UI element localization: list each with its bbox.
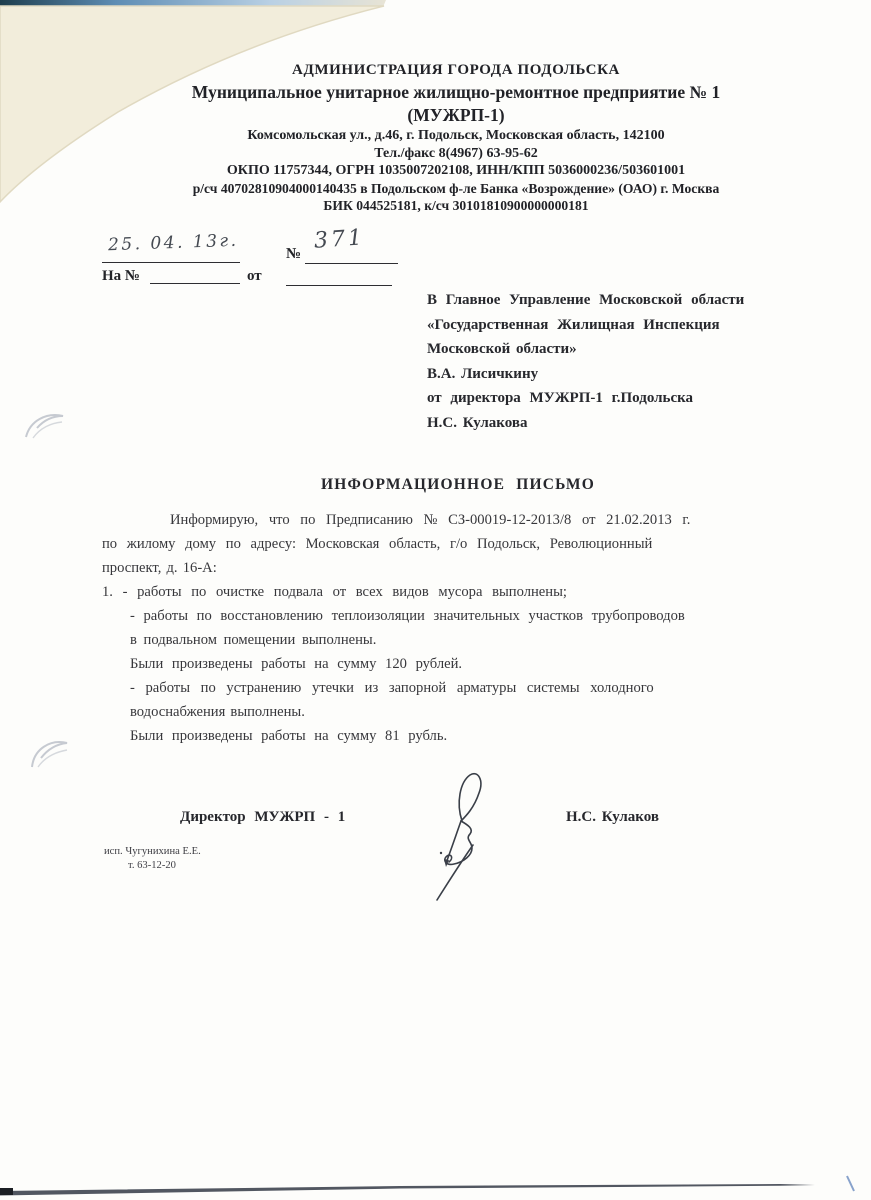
- letterhead-address: Комсомольская ул., д.46, г. Подольск, Московская область, 142100: [247, 128, 665, 143]
- body-line: Были произведены работы на сумму 81 рубль.: [130, 728, 448, 744]
- recipient-line: от директора МУЖРП-1 г.Подольска: [427, 390, 694, 407]
- letterhead-codes: ОКПО 11757344, ОГРН 1035007202108, ИНН/КПП 5036000236/503601001: [226, 163, 686, 179]
- recipient-line: Н.С. Кулакова: [427, 414, 528, 431]
- reference-block: [100, 225, 420, 300]
- recipient-line: В Главное Управление Московской области: [427, 292, 745, 308]
- scan-swirl-mark-lower: [24, 733, 84, 783]
- recipient-line: В.А. Лисичкину: [427, 365, 539, 382]
- number-underline: [305, 263, 398, 264]
- ot-date-underline: [286, 285, 392, 286]
- recipient-block: [427, 288, 819, 436]
- scan-edge-artifact-bottom: [0, 1160, 871, 1200]
- scan-swirl-mark-upper: [18, 405, 78, 455]
- body-line: 1. - работы по очистке подвала от всех видов мусора выполнены;: [102, 584, 567, 600]
- letterhead-bik: БИК 044525181, к/сч 30101810900000000181: [323, 198, 589, 214]
- executor-note: [104, 845, 201, 873]
- body-line: Были произведены работы на сумму 120 рублей.: [130, 656, 463, 672]
- signature-pen-tip: [444, 859, 449, 867]
- body-line: проспект, д. 16-А:: [102, 560, 217, 576]
- letterhead-abbreviation: (МУЖРП-1): [407, 105, 505, 125]
- handwritten-date: 25. 04. 13г.: [107, 230, 239, 256]
- document-title: ИНФОРМАЦИОННОЕ ПИСЬМО: [320, 476, 596, 493]
- na-number-label: На №: [102, 268, 140, 284]
- body-line: по жилому дому по адресу: Московская область, г/о Подольск, Революционный: [102, 536, 653, 552]
- body-line: - работы по устранению утечки из запорной арматуры системы холодного: [130, 680, 654, 696]
- body-line: водоснабжения выполнены.: [130, 704, 305, 720]
- letter-body: [102, 508, 810, 748]
- na-number-underline: [150, 283, 240, 284]
- signer-name: Н.С. Кулаков: [566, 809, 659, 825]
- letterhead-administration: АДМИНИСТРАЦИЯ ГОРОДА ПОДОЛЬСКА: [292, 62, 620, 78]
- signer-position-label: Директор МУЖРП - 1: [180, 809, 346, 825]
- recipient-line: Московской области»: [427, 341, 577, 358]
- body-line: - работы по восстановлению теплоизоляции значительных участков трубопроводов: [130, 608, 685, 624]
- handwritten-signature: [398, 755, 518, 915]
- letterhead: [100, 60, 812, 215]
- letterhead-phone: Тел./факс 8(4967) 63-95-62: [374, 145, 538, 161]
- body-line: Информирую, что по Предписанию № СЗ-00019-12-2013/8 от 21.02.2013 г.: [170, 512, 691, 528]
- letterhead-bank-account: р/сч 40702810904000140435 в Подольском ф-ле Банка «Возрождение» (ОАО) г. Москва: [192, 180, 720, 196]
- signature-ink-dot: [440, 852, 442, 854]
- executor-phone: т. 63-12-20: [128, 860, 176, 871]
- letterhead-organization: Муниципальное унитарное жилищно-ремонтное предприятие № 1: [191, 82, 721, 102]
- date-underline: [102, 262, 240, 263]
- handwritten-number: 371: [313, 225, 366, 254]
- body-line: в подвальном помещении выполнены.: [130, 632, 377, 648]
- executor-name: исп. Чугунихина Е.Е.: [104, 846, 201, 857]
- number-sign-label: №: [286, 246, 302, 262]
- recipient-line: «Государственная Жилищная Инспекция: [427, 316, 720, 333]
- ot-label: от: [247, 268, 262, 284]
- scan-blue-tick: [847, 1176, 854, 1191]
